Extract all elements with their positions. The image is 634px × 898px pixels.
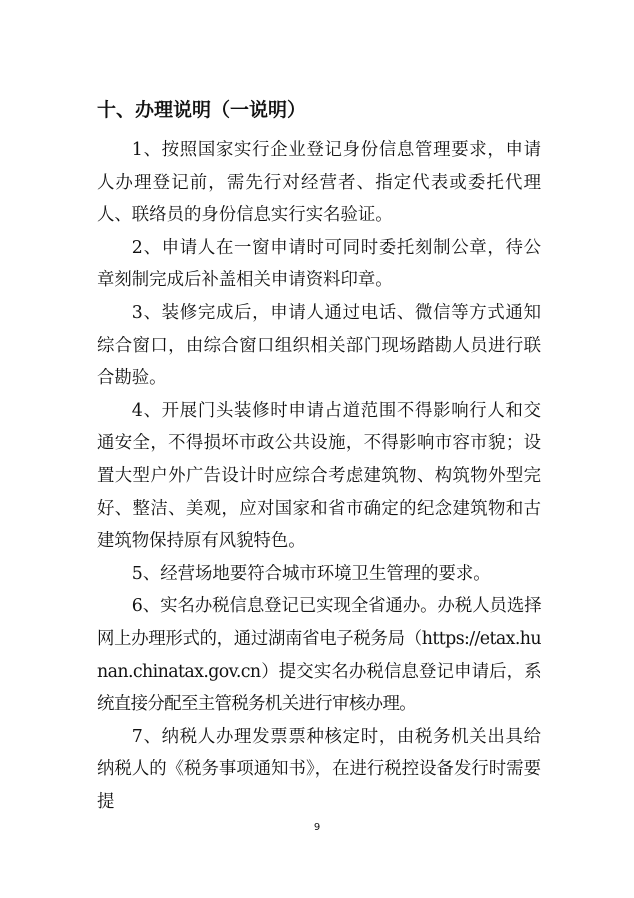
paragraph-5: 5、经营场地要符合城市环境卫生管理的要求。 [131,563,491,584]
paragraph-2: 2、申请人在一窗申请时可同时委托刻制公章，待公章刻制完成后补盖相关申请资料印章。 [97,237,541,291]
document-body [97,134,541,818]
section-title: 十、办理说明（一说明） [97,99,307,121]
page-number: 9 [313,822,321,833]
paragraph-3: 3、装修完成后，申请人通过电话、微信等方式通知综合窗口，由综合窗口组织相关部门现场踏勘人员进行联合勘验。 [97,302,541,389]
paragraph-7: 7、纳税人办理发票票种核定时，由税务机关出具给纳税人的《税务事项通知书》，在进行税控设备发行时需要提 [97,726,541,812]
paragraph-4: 4、开展门头装修时申请占道范围不得影响行人和交通安全，不得损坏市政公共设施，不得影响市容市貌；设置大型户外广告设计时应综合考虑建筑物、构筑物外型完好、整洁、美观，应对国家和省市确定的纪念建筑物和古建筑物保持原有风貌特色。 [97,400,541,552]
paragraph-6: 6、实名办税信息登记已实现全省通办。办税人员选择网上办理形式的，通过湖南省电子税务局（https://etax.hunan.chinatax.gov.cn）提交实名办税信息登记申请后，系统直接分配至主管税务机关进行审核办理。 [97,596,541,715]
paragraph-1: 1、按照国家实行企业登记身份信息管理要求，申请人办理登记前，需先行对经营者、指定代表或委托代理人、联络员的身份信息实行实名验证。 [97,140,541,226]
